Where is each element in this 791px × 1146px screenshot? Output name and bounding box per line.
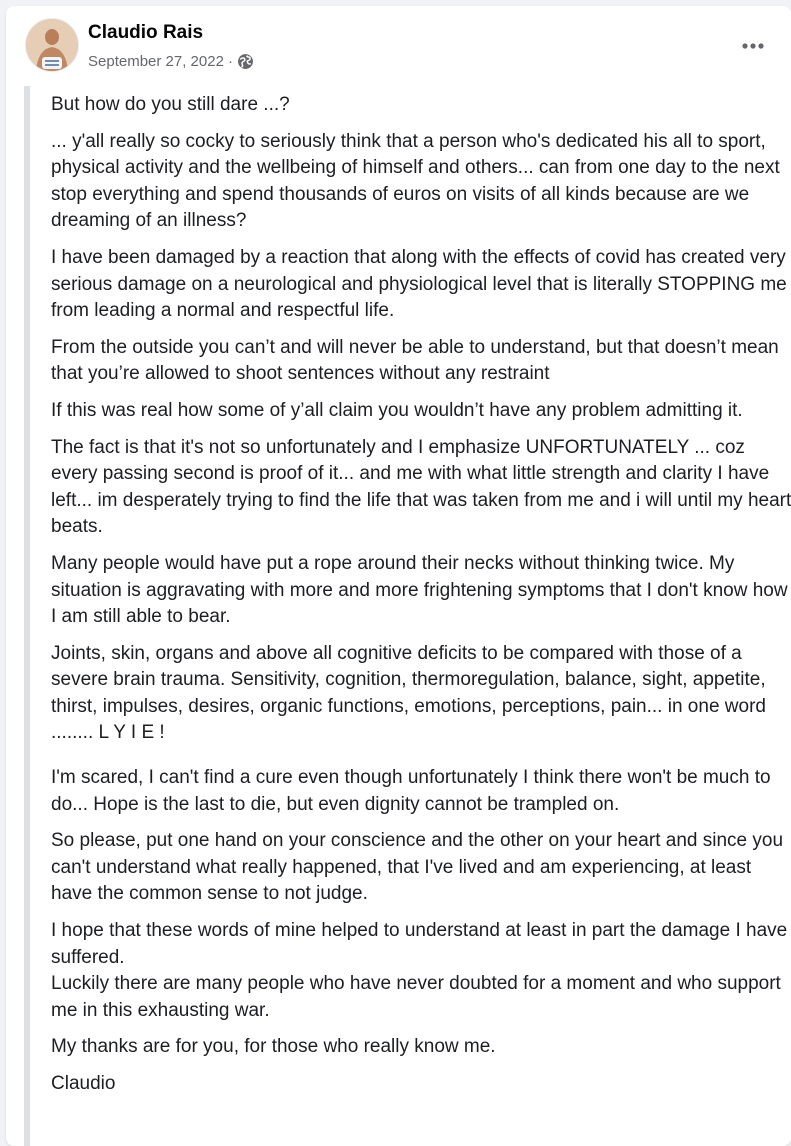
post-paragraph: So please, put one hand on your conscience and the other on your heart and since you can't understand what really happened, that I've lived and am experiencing, at least have the common sense to not judge. xyxy=(51,830,784,905)
post-paragraph: I have been damaged by a reaction that along with the effects of covid has created very serious damage on a neurological and physiological level that is literally STOPPING me from leading a normal and respectful life. xyxy=(51,246,787,322)
meta-separator: · xyxy=(227,52,233,70)
post-paragraph: But how do you still dare ...? xyxy=(51,94,290,115)
post-paragraph: From the outside you can’t and will never be able to understand, but that doesn’t mean that you’re allowed to shoot sentences without any restraint xyxy=(51,336,779,385)
post-paragraph: I'm scared, I can't find a cure even though unfortunately I think there won't be much to do... Hope is the last to die, but even dignity cannot be trampled on. xyxy=(51,767,771,815)
author-name[interactable]: Claudio Rais xyxy=(88,22,204,43)
globe-icon xyxy=(237,53,254,70)
more-horizontal-icon xyxy=(741,42,765,50)
post-text xyxy=(51,86,791,1108)
avatar[interactable] xyxy=(26,19,78,71)
post-paragraph: If this was real how some of y’all claim you wouldn’t have any problem admitting it. xyxy=(51,399,743,421)
post-paragraph: Claudio xyxy=(51,1073,116,1094)
post-paragraph: I hope that these words of mine helped to understand at least in part the damage I have suffered. Luckily there are many people who have never doubted for a moment and who support me in this exhausting war. xyxy=(51,920,788,1021)
post-paragraph: The fact is that it's not so unfortunately and I emphasize UNFORTUNATELY ... coz every passing second is proof of it... and me with what little strength and clarity I have left... im desperately trying to find the life that was taken from me and i will until my heart beats. xyxy=(51,436,791,538)
post-paragraph: Joints, skin, organs and above all cognitive deficits to be compared with those of a severe brain trauma. Sensitivity, cognition, thermoregulation, balance, sight, appetite, thirst, impulses, desires, organic functions, emotions, perceptions, pain... in one word ........ L Y I E ! xyxy=(51,642,766,744)
more-options-button[interactable] xyxy=(735,28,771,64)
post-meta xyxy=(88,51,254,71)
post-body xyxy=(24,86,790,1146)
post-paragraph: ... y'all really so cocky to seriously think that a person who's dedicated his all to sport, physical activity and the wellbeing of himself and others... can from one day to the next stop everything and spend thousands of euros on visits of all kinds because are we dreaming of an illness? xyxy=(51,130,780,232)
post-header xyxy=(6,6,791,86)
post-date[interactable]: September 27, 2022 xyxy=(88,52,224,70)
post-paragraph: Many people would have put a rope around their necks without thinking twice. My situation is aggravating with more and more frightening symptoms that I don't know how I am still able to bear. xyxy=(51,552,788,628)
post-paragraph: My thanks are for you, for those who really know me. xyxy=(51,1036,496,1058)
avatar-image xyxy=(26,19,78,71)
post-card xyxy=(6,6,791,1146)
